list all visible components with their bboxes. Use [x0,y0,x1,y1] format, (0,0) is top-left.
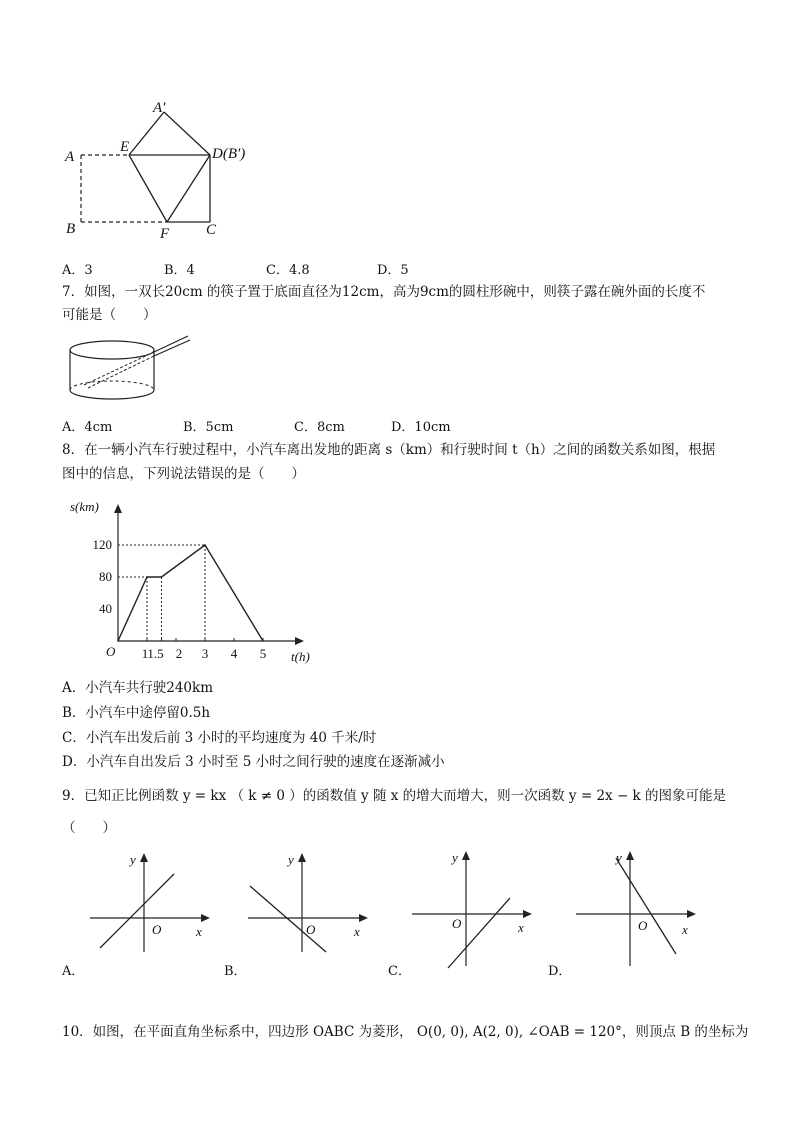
x-tick-label-4: 4 [230,646,238,661]
q9-graph-b [244,848,372,954]
chart-point-1 [146,576,148,578]
q9-option-d[interactable]: D． [548,964,572,979]
q8-option-a[interactable]: A．小汽车共行驶240km [62,680,213,696]
x-tick-label-1: 1 [141,646,149,661]
q7-option-d[interactable]: D．10cm [391,420,451,435]
svg-text:x: x [354,924,360,939]
q9-graph-c [408,846,536,970]
q9-graph-d [572,846,700,970]
label-c: C [206,222,217,238]
x-tick-label-2: 2 [175,646,183,661]
q7-stem-line1: 7．如图，一双长20cm 的筷子置于底面直径为12cm，高为9cm的圆柱形碗中，则筷子露在碗外面的长度不 [62,284,706,300]
q6-option-d[interactable]: D．5 [377,263,409,278]
q8-option-d[interactable]: D．小汽车自出发后 3 小时至 5 小时之间行驶的速度在逐渐减小 [62,754,445,770]
chart-point-3 [204,544,206,546]
label-e: E [120,139,130,155]
q8-stem-line2: 图中的信息，下列说法错误的是（ ） [62,466,305,482]
svg-text:x: x [518,920,524,935]
label-a-prime: A′ [153,100,166,116]
chart-y-axis-arrow [114,504,122,513]
label-d: D(B′) [212,146,246,162]
q8-option-c[interactable]: C．小汽车出发后前 3 小时的平均速度为 40 千米/时 [62,730,377,746]
svg-text:x: x [196,924,202,939]
svg-text:x: x [682,922,688,937]
svg-text:O: O [152,922,162,937]
q7-option-a[interactable]: A．4cm [62,420,113,435]
q9-stem-line2: （ ） [62,820,116,836]
label-b: B [66,221,76,237]
q9-option-a[interactable]: A． [62,964,85,979]
svg-text:O: O [638,918,648,933]
q6-option-b[interactable]: B．4 [164,263,195,278]
label-a: A [65,149,75,165]
chart-point-2 [161,576,163,578]
svg-text:O: O [452,916,462,931]
y-tick-label-40: 40 [99,601,112,616]
chart-origin-label: O [106,644,116,659]
x-tick-label-3: 3 [201,646,209,661]
q8-stem-line1: 8．在一辆小汽车行驶过程中，小汽车离出发地的距离 s（km）和行驶时间 t（h）之间的函数关系如图，根据 [62,442,716,458]
bowl-chopsticks-figure [64,330,204,412]
q10-stem-line1: 10．如图，在平面直角坐标系中，四边形 OABC 为菱形， O(0, 0), A(2, 0), ∠OAB = 120°，则顶点 B 的坐标为 [62,1024,749,1040]
label-f: F [160,226,170,242]
svg-text:y: y [452,850,458,865]
fold-rectangle-figure [60,98,270,243]
chart-x-axis-arrow [295,637,304,645]
chart-series-line [118,545,263,641]
q8-option-b[interactable]: B．小汽车中途停留0.5h [62,705,211,721]
y-tick-label-80: 80 [99,569,112,584]
svg-text:O: O [306,922,316,937]
q7-option-c[interactable]: C．8cm [294,420,345,435]
x-tick-label-1.5: 1.5 [147,646,164,661]
x-tick-label-5: 5 [259,646,267,661]
q6-option-c[interactable]: C．4.8 [266,263,310,278]
svg-text:y: y [288,852,294,867]
q9-option-c[interactable]: C． [388,964,411,979]
q6-option-a[interactable]: A．3 [62,263,93,278]
distance-time-chart [66,496,326,668]
chart-point-0 [117,640,119,642]
q9-option-b[interactable]: B． [224,964,247,979]
svg-text:y: y [616,850,622,865]
svg-text:y: y [130,852,136,867]
q9-stem-line1: 9．已知正比例函数 y = kx （ k ≠ 0 ）的函数值 y 随 x 的增大而增大，则一次函数 y = 2x − k 的图象可能是 [62,788,727,804]
q7-stem-line2: 可能是（ ） [62,307,157,323]
chart-y-axis-label: s(km) [70,499,99,514]
chart-x-axis-label: t(h) [291,649,310,664]
y-tick-label-120: 120 [92,537,112,552]
q9-graph-a [86,848,214,954]
q7-option-b[interactable]: B．5cm [183,420,234,435]
